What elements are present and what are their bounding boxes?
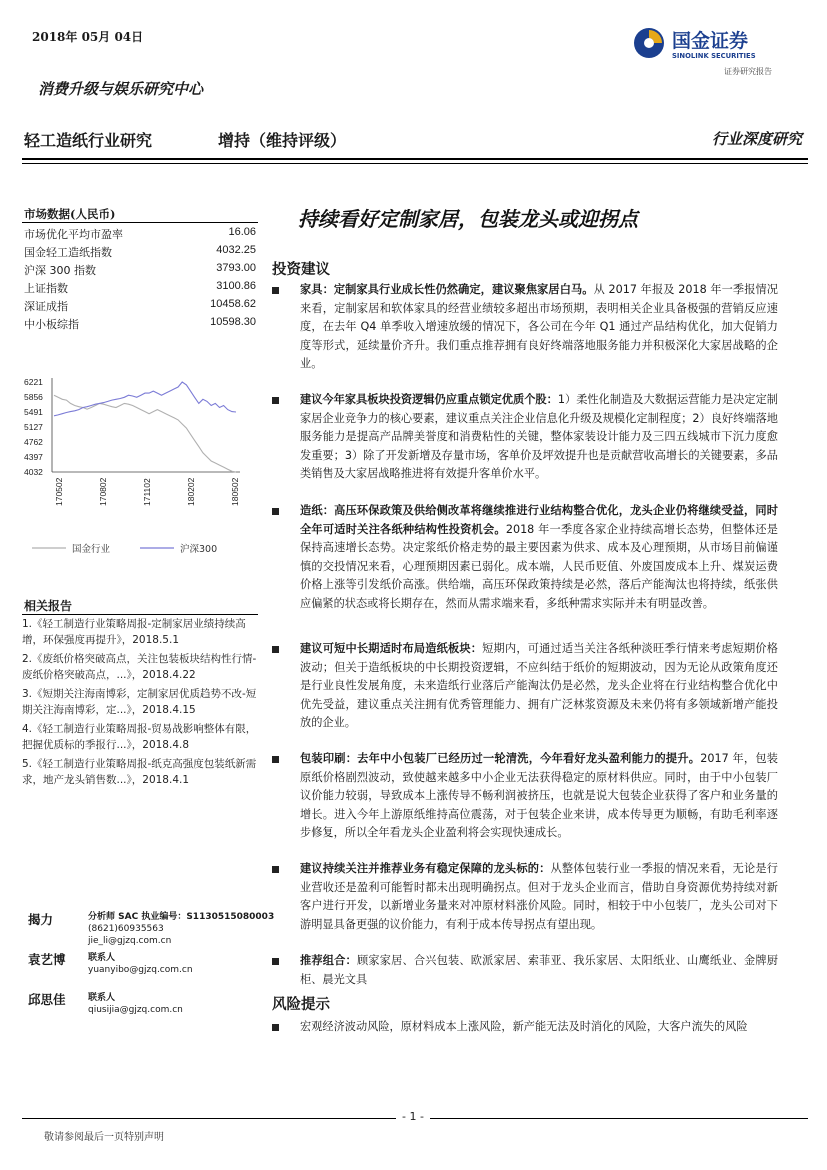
market-row: 国金轻工造纸指数 4032.25: [24, 244, 256, 259]
risk-heading: 风险提示: [272, 996, 330, 1013]
market-row: 中小板综指 10598.30: [24, 316, 256, 331]
risk-item: 宏观经济波动风险，原材料成本上涨风险，新产能无法及时消化的风险，大客户流失的风险: [272, 1018, 778, 1037]
market-row: 上证指数 3100.86: [24, 280, 256, 295]
disclaimer-link[interactable]: 敬请参阅最后一页特别声明: [44, 1132, 164, 1143]
series-line: [54, 395, 236, 472]
y-tick-label: 6221: [24, 377, 43, 387]
analyst-info: 联系人 yuanyibo@gjzq.com.cn: [88, 953, 193, 975]
y-tick-label: 4397: [24, 451, 43, 462]
bullet-square-icon: [272, 1024, 279, 1031]
bullet-square-icon: [272, 287, 279, 294]
market-row: 市场优化平均市盈率 16.06: [24, 226, 256, 241]
bullet-item: 包装印刷：去年中小包装厂已经历过一轮清洗，今年看好龙头盈利能力的提升。2017 年，包装原纸价格剧烈波动，致使越来越多中小企业无法获得稳定的原材料供应。同时，由于中小包装厂议价能力较弱，导致成本上涨传导不畅利润被挤压，也就是说大包装企业获得了客户和业务量的增长。进入今年上游原纸维持高位震荡，对于包装企业来讲，成本传导更为顺畅，有助毛利率逐步修复，所以全年看龙头企业盈利将会实现快速成长。: [272, 750, 778, 843]
logo-cn: 国金证券: [672, 30, 749, 52]
bullet-item: 建议今年家具板块投资逻辑仍应重点锁定优质个股：1）柔性化制造及大数据运营能力是决定定制家居企业竞争力的核心要素，建议重点关注企业信息化升级及规模化定制程度；2）良好终端落地服务能力是提高产品牌美誉度和消费粘性的关键，整体家装设计能力及三四五线城市下沉力度愈发重要；3）除了开发新增及存量市场，客单价及坪效提升也是贡献营收高增长的关键要素，多品类销售及大家居战略推进将有效提升客单价水平。: [272, 391, 778, 484]
invest-heading: 投资建议: [272, 261, 330, 278]
analyst-info: 联系人 qiusijia@gjzq.com.cn: [88, 993, 183, 1015]
related-item: 5.《轻工制造行业策略周报-纸克高强度包装纸新需求，地产龙头销售数...》，2018.4.1: [22, 758, 257, 786]
y-tick-label: 4032: [24, 467, 43, 477]
related-item: 2.《废纸价格突破高点，关注包装板块结构性行情-废纸价格突破高点，...》，2018.4.22: [22, 653, 257, 681]
bullet-square-icon: [272, 646, 279, 653]
related-rule: [22, 614, 258, 615]
logo-en: SINOLINK SECURITIES: [672, 52, 756, 60]
bullet-square-icon: [272, 866, 279, 873]
legend-label: 沪深300: [180, 544, 218, 555]
x-tick-label: 170502: [54, 477, 64, 506]
analyst-name: 邱思佳: [28, 992, 66, 1007]
bullet-square-icon: [272, 397, 279, 404]
bullet-square-icon: [272, 508, 279, 515]
bullet-item: 建议持续关注并推荐业务有稳定保障的龙头标的：从整体包装行业一季报的情况来看，无论是行业营收还是盈利可能暂时都未出现明确拐点。但对于龙头企业而言，借助自身资源优势持续对新客户进行开发，以新增业务量来对冲原材料涨价风险。同时，相较于中小包装厂，龙头公司对下游明显具备更强的议价能力，有利于成本传导拐点有望出现。: [272, 860, 778, 934]
x-tick-label: 171102: [142, 478, 152, 506]
analyst-name: 袁艺博: [28, 952, 66, 967]
logo: [628, 22, 798, 86]
bullet-item: 建议可短中长期适时布局造纸板块：短期内，可通过适当关注各纸种淡旺季行情来考虑短期价格波动；但关于造纸板块的中长期投资逻辑，不应纠结于纸价的短期波动，因为无论从政策角度还是行业良性发展角度，未来造纸行业落后产能淘汰仍是必然，龙头企业将在行业结构整合优化中优先受益，建议重点关注拥有优秀管理能力、拥有广泛林浆资源及未来仍将有多领域新增产能投放的企业。: [272, 640, 778, 733]
index-line-chart: [22, 370, 262, 570]
y-tick-label: 4762: [24, 436, 43, 447]
x-tick-label: 180502: [230, 477, 240, 506]
report-date: 2018年 05月 04日: [32, 30, 144, 44]
y-tick-label: 5856: [24, 392, 43, 403]
research-center: 消费升级与娱乐研究中心: [38, 80, 204, 98]
headline: 持续看好定制家居，包装龙头或迎拐点: [298, 207, 638, 231]
bullet-square-icon: [272, 756, 279, 763]
series-line: [54, 382, 236, 416]
related-item: 3.《短期关注海南博彩，定制家居优质趋势不改-短期关注海南博彩，定...》，2018.4.15: [22, 688, 257, 716]
market-row: 沪深 300 指数 3793.00: [24, 262, 256, 277]
logo-sub: 证券研究报告: [724, 67, 772, 76]
market-rule: [22, 222, 258, 223]
legend-label: 国金行业: [72, 544, 111, 555]
market-heading: 市场数据(人民币): [24, 207, 116, 221]
report-type: 行业深度研究: [711, 130, 802, 148]
market-row: 深证成指 10458.62: [24, 298, 256, 313]
report-title-bar: [22, 128, 802, 154]
bullet-square-icon: [272, 958, 279, 965]
bullet-item: 造纸：高压环保政策及供给侧改革将继续推进行业结构整合优化，龙头企业仍将继续受益，同时全年可适时关注各纸种结构性投资机会。2018 年一季度各家企业持续高增长态势，但整体还是保持高速增长态势。决定浆纸价格走势的最主要因素为供求、成本及心理预期，从市场目前偏谨慎的交投情况来看，心理预期因素已弱化。成本端，人民币贬值、外废国废成本上升、煤炭运费价格上涨等引发纸价高涨。供给端，高压环保政策持续是必然，落后产能淘汰也将持续，纸张供应偏紧的状态或将长期存在，然而从需求端来看，多纸种需求实际并未有明显改善。: [272, 502, 778, 614]
analyst-info: 分析师 SAC 执业编号：S1130515080003 (8621)60935563 jie_li@gjzq.com.cn: [88, 912, 275, 946]
related-item: 1.《轻工制造行业策略周报-定制家居业绩持续高增，环保强度再提升》，2018.5.1: [22, 618, 246, 646]
industry-title: 轻工造纸行业研究: [24, 131, 153, 150]
x-tick-label: 170802: [98, 477, 108, 506]
header-rule-thick: [22, 158, 808, 160]
rating: 增持（维持评级）: [218, 131, 347, 150]
y-tick-label: 5127: [24, 421, 43, 432]
page-number: - 1 -: [396, 1110, 430, 1123]
related-heading: 相关报告: [24, 599, 73, 613]
bullet-item: 家具：定制家具行业成长性仍然确定，建议聚焦家居白马。从 2017 年报及 2018 年一季报情况来看，定制家居和软体家具的经营业绩较多超出市场预期，表明相关企业具备极强的营销反应速度，在去年 Q4 单季收入增速放缓的情况下，各公司在今年 Q1 通过产品结构优化，加大促销力度等形式，延续量价齐升。我们重点推荐拥有良好终端落地服务能力并积极深化大家居战略的企业。: [272, 281, 778, 374]
x-tick-label: 180202: [186, 477, 196, 506]
header-rule-thin: [22, 163, 808, 164]
analyst-name: 揭力: [28, 912, 54, 927]
related-item: 4.《轻工制造行业策略周报-贸易战影响整体有限，把握优质标的季报行...》，2018.4.8: [22, 723, 257, 751]
sinolink-logo-icon: [632, 26, 666, 60]
y-tick-label: 5491: [24, 407, 43, 418]
bullet-item: 推荐组合：顾家家居、合兴包装、欧派家居、索菲亚、我乐家居、太阳纸业、山鹰纸业、金牌厨柜、晨光文具: [272, 952, 778, 989]
